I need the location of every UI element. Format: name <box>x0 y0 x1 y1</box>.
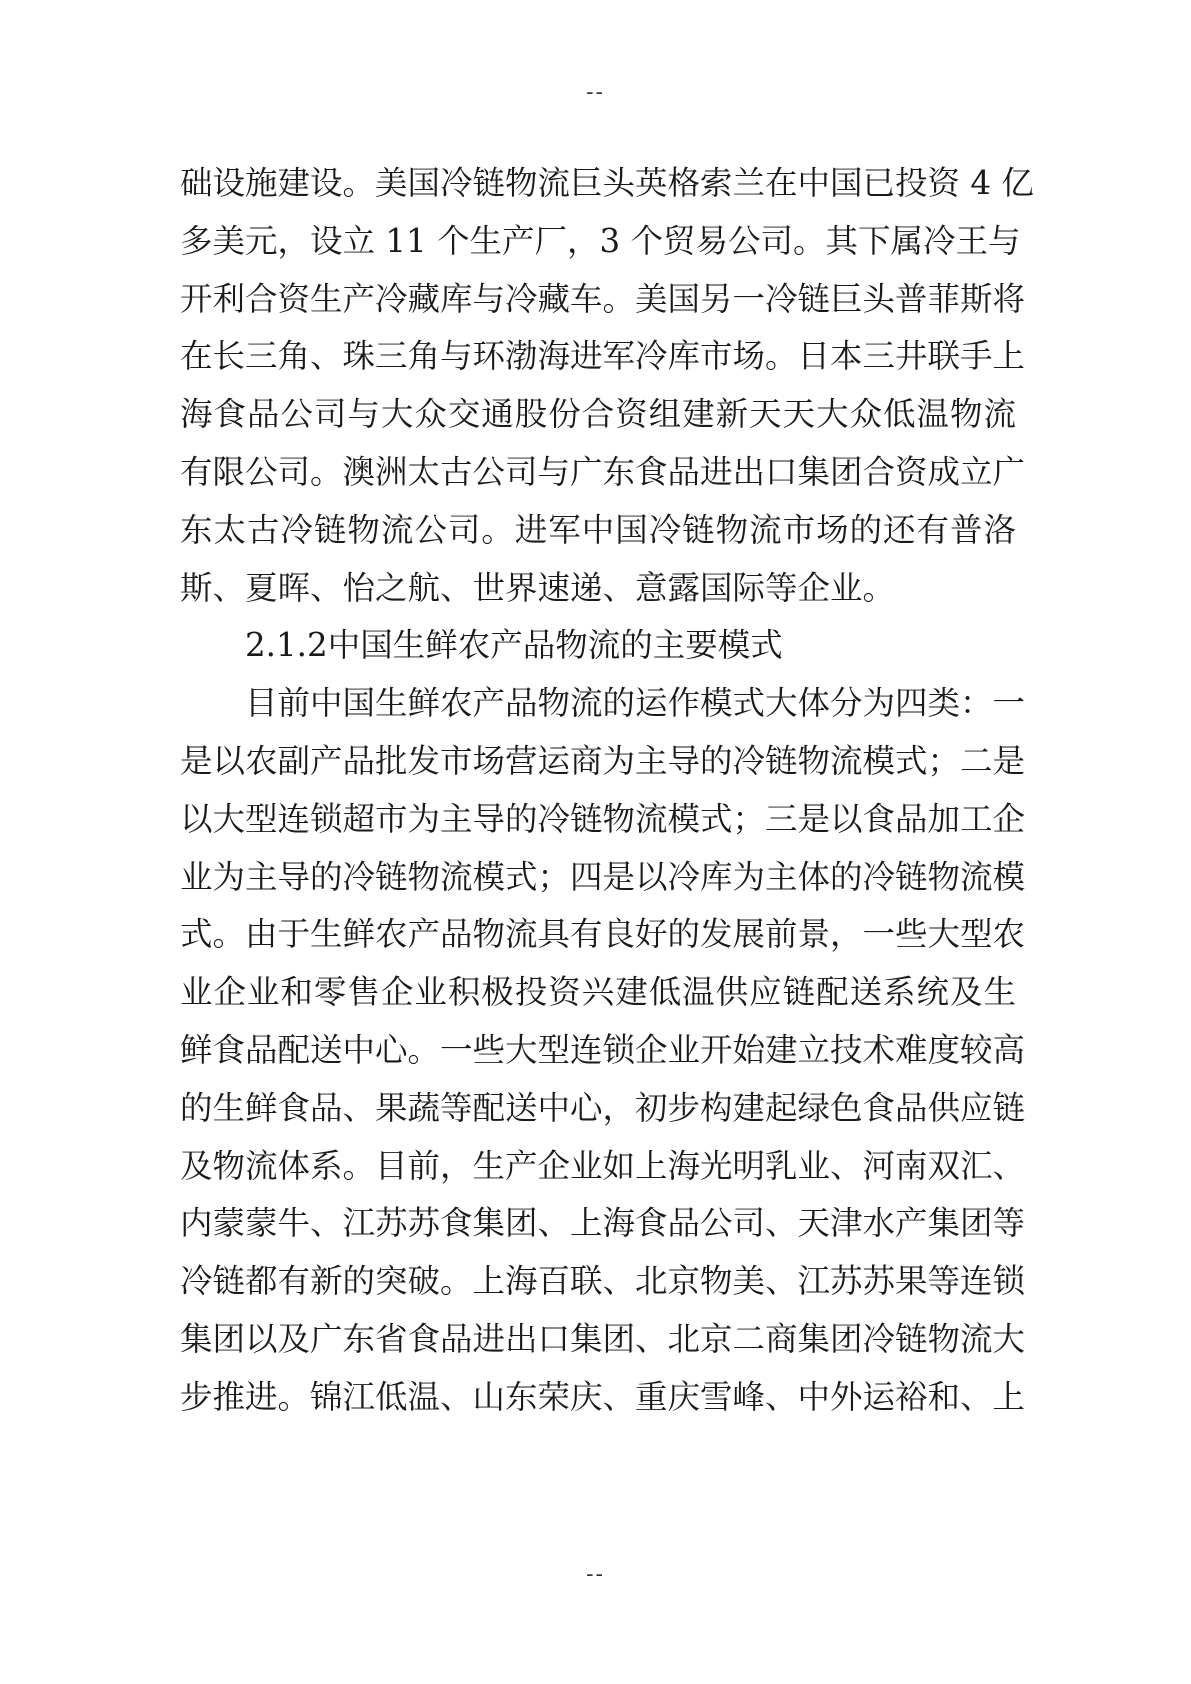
text-line: 及物流体系。目前，生产企业如上海光明乳业、河南双汇、 <box>180 1146 1026 1185</box>
text-line: 海食品公司与大众交通股份合资组建新天天大众低温物流 <box>180 395 1016 434</box>
text-line: 多美元，设立 11 个生产厂，3 个贸易公司。其下属冷王与 <box>180 221 1021 260</box>
text-line: 是以农副产品批发市场营运商为主导的冷链物流模式；二是 <box>180 741 1026 780</box>
text-line: 开利合资生产冷藏库与冷藏车。美国另一冷链巨头普菲斯将 <box>180 279 1026 318</box>
paragraph-first-line: 目前中国生鲜农产品物流的运作模式大体分为四类：一 <box>245 684 1026 723</box>
text-line: 础设施建设。美国冷链物流巨头英格索兰在中国已投资 4 亿 <box>180 164 1034 202</box>
text-line: 业企业和零售企业积极投资兴建低温供应链配送系统及生 <box>180 973 1016 1012</box>
text-line: 在长三角、珠三角与环渤海进军冷库市场。日本三井联手上 <box>180 337 1026 376</box>
text-line: 冷链都有新的突破。上海百联、北京物美、江苏苏果等连锁 <box>180 1262 1026 1301</box>
text-line: 集团以及广东省食品进出口集团、北京二商集团冷链物流大 <box>180 1319 1026 1358</box>
page-header-mark: -- <box>586 80 605 105</box>
text-line: 内蒙蒙牛、江苏苏食集团、上海食品公司、天津水产集团等 <box>180 1204 1026 1243</box>
text-line: 东太古冷链物流公司。进军中国冷链物流市场的还有普洛 <box>180 510 1016 549</box>
text-line-paragraph-end: 斯、夏晖、怡之航、世界速递、意露国际等企业。 <box>180 568 896 607</box>
text-line: 有限公司。澳洲太古公司与广东食品进出口集团合资成立广 <box>180 452 1026 491</box>
text-line: 步推进。锦江低温、山东荣庆、重庆雪峰、中外运裕和、上 <box>180 1377 1026 1416</box>
text-line: 业为主导的冷链物流模式；四是以冷库为主体的冷链物流模 <box>180 857 1026 896</box>
text-line: 以大型连锁超市为主导的冷链物流模式；三是以食品加工企 <box>180 799 1026 838</box>
text-line: 式。由于生鲜农产品物流具有良好的发展前景，一些大型农 <box>180 915 1026 954</box>
text-line: 鲜食品配送中心。一些大型连锁企业开始建立技术难度较高 <box>180 1030 1026 1069</box>
page-footer-mark: -- <box>586 1562 605 1587</box>
body-text <box>180 155 1034 1427</box>
section-heading: 2.1.2中国生鲜农产品物流的主要模式 <box>245 626 783 665</box>
text-line: 的生鲜食品、果蔬等配送中心，初步构建起绿色食品供应链 <box>180 1088 1026 1127</box>
